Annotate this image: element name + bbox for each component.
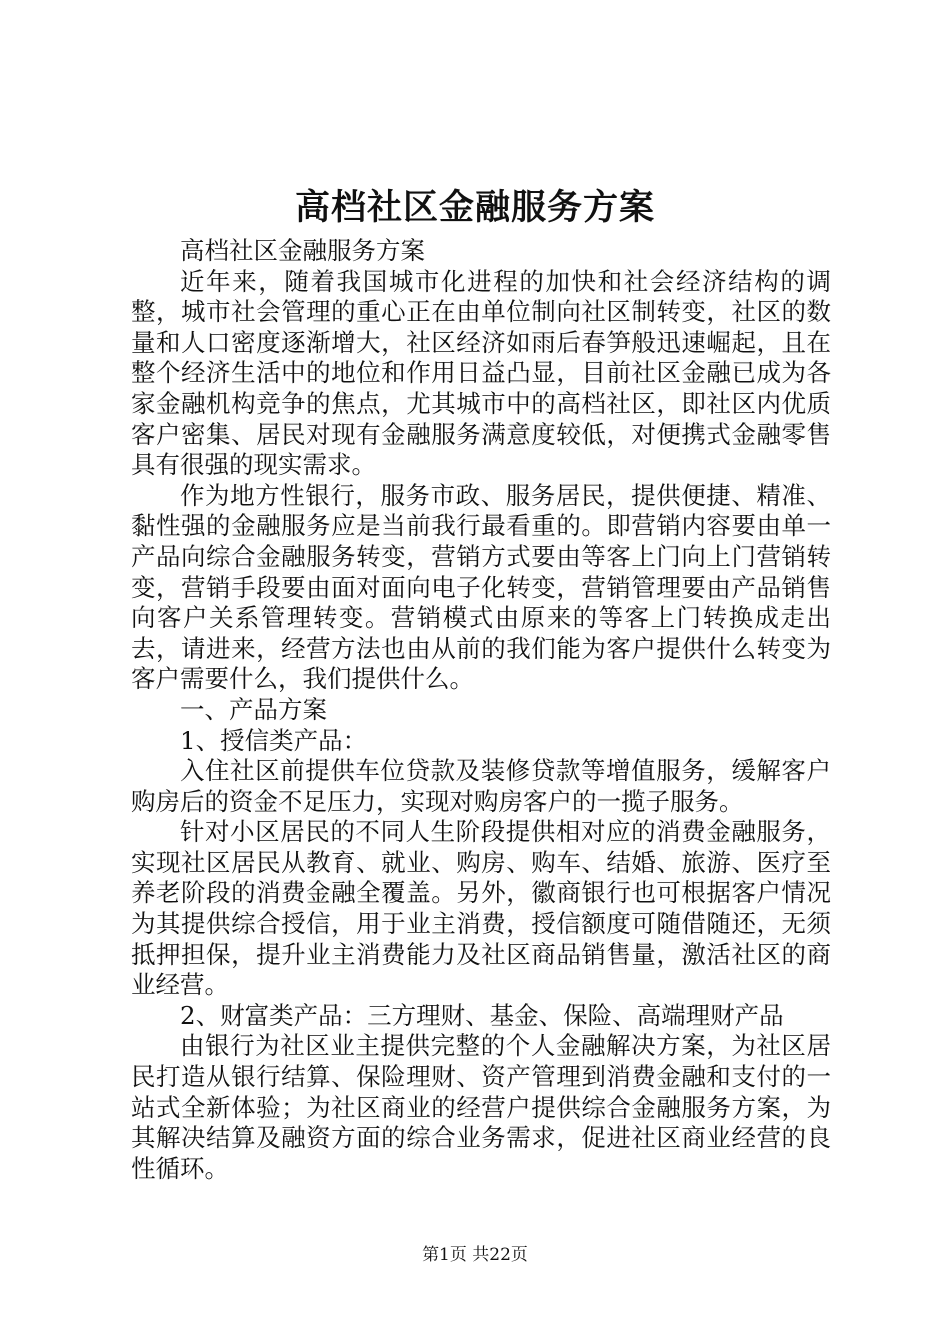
paragraph-heading: 高档社区金融服务方案 — [180, 236, 425, 265]
paragraph-credit-1: 入住社区前提供车位贷款及装修贷款等增值服务，缓解客户购房后的资金不足压力，实现对购房客户的一揽子服务。 — [131, 756, 831, 816]
paragraph-credit-2: 针对小区居民的不同人生阶段提供相对应的消费金融服务，实现社区居民从教育、就业、购房、购车、结婚、旅游、医疗至养老阶段的消费金融全覆盖。另外，徽商银行也可根据客户情况为其提供综合授信，用于业主消费，授信额度可随借随还，无须抵押担保，提升业主消费能力及社区商品销售量，激活社区的商业经营。 — [131, 817, 831, 1000]
document-title: 高档社区金融服务方案 — [294, 187, 655, 228]
paragraph-strategy: 作为地方性银行，服务市政、服务居民，提供便捷、精准、黏性强的金融服务应是当前我行最看重的。即营销内容要由单一产品向综合金融服务转变，营销方式要由等客上门向上门营销转变，营销手段要由面对面向电子化转变，营销管理要由产品销售向客户关系管理转变。营销模式由原来的等客上门转换成走出去，请进来，经营方法也由从前的我们能为客户提供什么转变为客户需要什么，我们提供什么。 — [131, 480, 831, 694]
section-heading-product-plan: 一、产品方案 — [180, 694, 327, 724]
document-body — [131, 236, 831, 1184]
paragraph-wealth: 由银行为社区业主提供完整的个人金融解决方案，为社区居民打造从银行结算、保险理财、资产管理到消费金融和支付的一站式全新体验；为社区商业的经营户提供综合金融服务方案，为其解决结算及融资方面的综合业务需求，促进社区商业经营的良性循环。 — [131, 1031, 831, 1183]
paragraph-intro: 近年来，随着我国城市化进程的加快和社会经济结构的调整，城市社会管理的重心正在由单位制向社区制转变，社区的数量和人口密度逐渐增大，社区经济如雨后春笋般迅速崛起，且在整个经济生活中的地位和作用日益凸显，目前社区金融已成为各家金融机构竞争的焦点，尤其城市中的高档社区，即社区内优质客户密集、居民对现有金融服务满意度较低，对便携式金融零售具有很强的现实需求。 — [131, 266, 831, 480]
subsection-heading-credit: 1、授信类产品： — [180, 725, 368, 755]
subsection-heading-wealth: 2、财富类产品：三方理财、基金、保险、高端理财产品 — [180, 1000, 784, 1030]
page-footer: 第1页 共22页 — [422, 1245, 528, 1265]
